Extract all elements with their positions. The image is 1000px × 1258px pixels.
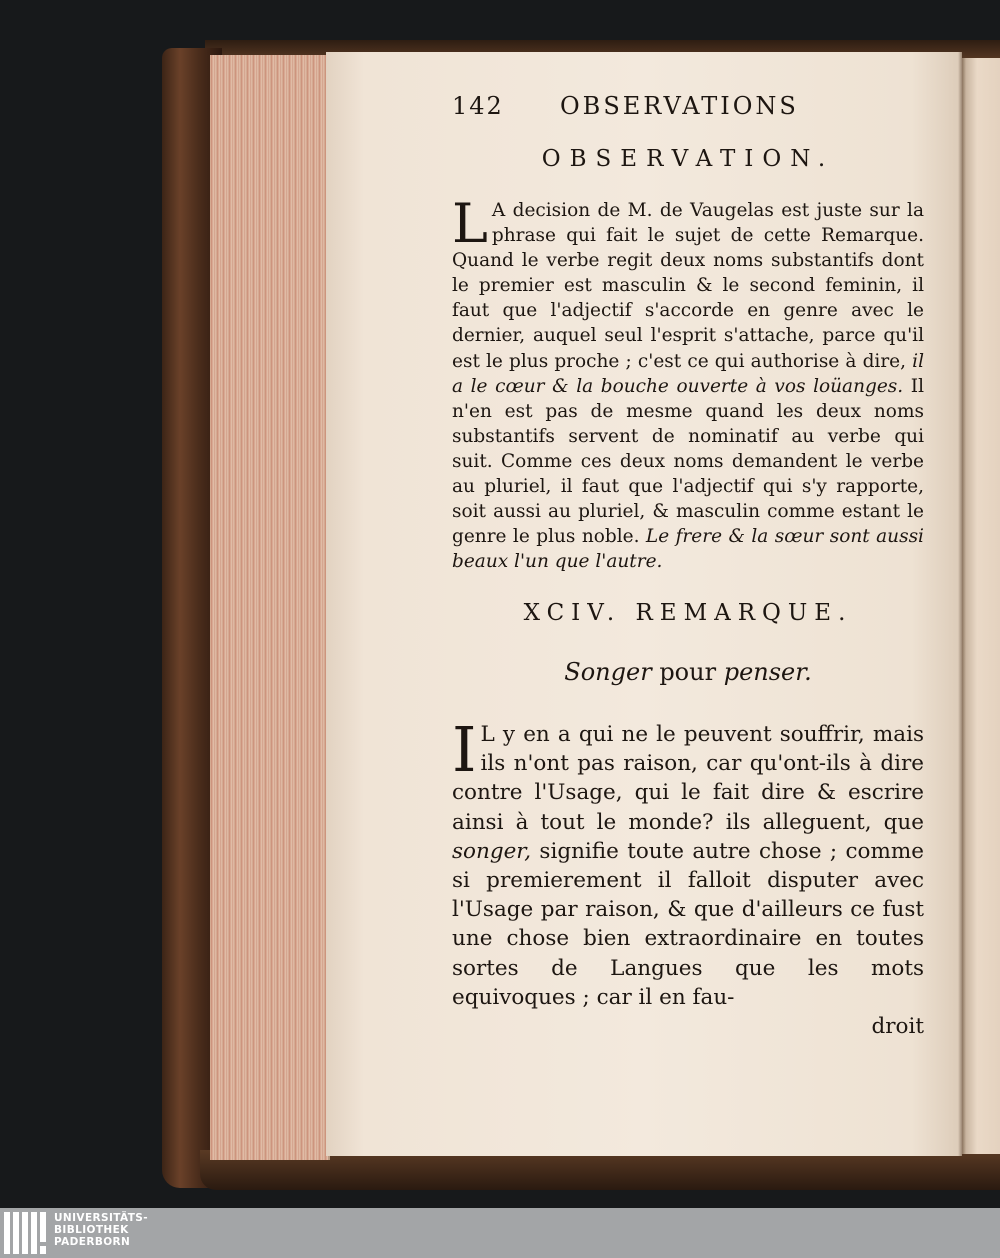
drop-cap: I	[452, 713, 477, 786]
library-name-line1: UNIVERSITÄTS-	[54, 1212, 149, 1224]
observation-text-1: A decision de M. de Vaugelas est juste sur la phrase qui fait le sujet de cette Remarque. Quand le verbe regit deux noms substantifs dont le premier est masculin & le second feminin, il faut que l'adjectif s'accorde en genre avec le dernier, auquel seul l'esprit s'attache, parce qu'il est le plus proche ; c'est ce qui authorise à dire,	[452, 200, 924, 372]
observation-example-2: Le frere & la sœur sont aussi beaux l'un que l'autre.	[452, 526, 924, 573]
subtitle-word-penser: penser.	[723, 658, 812, 686]
observation-example-1: il a le cœur & la bouche ouverte à vos loüanges.	[452, 350, 924, 397]
library-name	[54, 1212, 148, 1248]
drop-cap: L	[452, 192, 488, 255]
subtitle-word-pour: pour	[659, 658, 717, 686]
remark-italic-word: songer,	[452, 838, 532, 864]
library-name-line2: BIBLIOTHEK	[54, 1224, 129, 1236]
subtitle-word-songer: Songer	[564, 658, 652, 686]
remark-subtitle	[452, 658, 924, 694]
remark-title: XCIV. REMARQUE.	[523, 600, 853, 626]
observation-paragraph	[452, 192, 924, 574]
catchword: droit	[871, 1014, 924, 1040]
remark-text-2: signifie toute autre chose ; comme si premierement il falloit disputer avec l'Usage par raison, & que d'ailleurs ce fust une chose bien extraordinaire en toutes sortes de Langues que les mots equivoques ; car il en fau-	[452, 838, 924, 1010]
page-edges	[210, 55, 330, 1160]
remark-text-1: L y en a qui ne le peuvent souffrir, mais ils n'ont pas raison, car qu'ont-ils à dire contre l'Usage, qui le fait dire & escrire ainsi à tout le monde? ils alleguent, que	[452, 722, 924, 835]
running-title: OBSERVATIONS	[560, 92, 799, 120]
library-logo-icon	[4, 1212, 48, 1254]
library-name-line3: PADERBORN	[54, 1236, 131, 1248]
page-gutter	[958, 52, 966, 1156]
facing-page-edge	[962, 58, 1000, 1154]
library-footer	[0, 1208, 1000, 1258]
observation-text-2: Il n'en est pas de mesme quand les deux noms substantifs servent de nominatif au verbe qui suit. Comme ces deux noms demandent le verbe au pluriel, il faut que l'adjectif qui s'y rapporte, soit aussi au pluriel, & masculin comme estant le genre le plus noble.	[452, 375, 924, 548]
page-number: 142	[452, 92, 504, 120]
section-title: OBSERVATION.	[541, 146, 835, 172]
remark-paragraph	[452, 713, 924, 1041]
page-header	[452, 92, 924, 126]
